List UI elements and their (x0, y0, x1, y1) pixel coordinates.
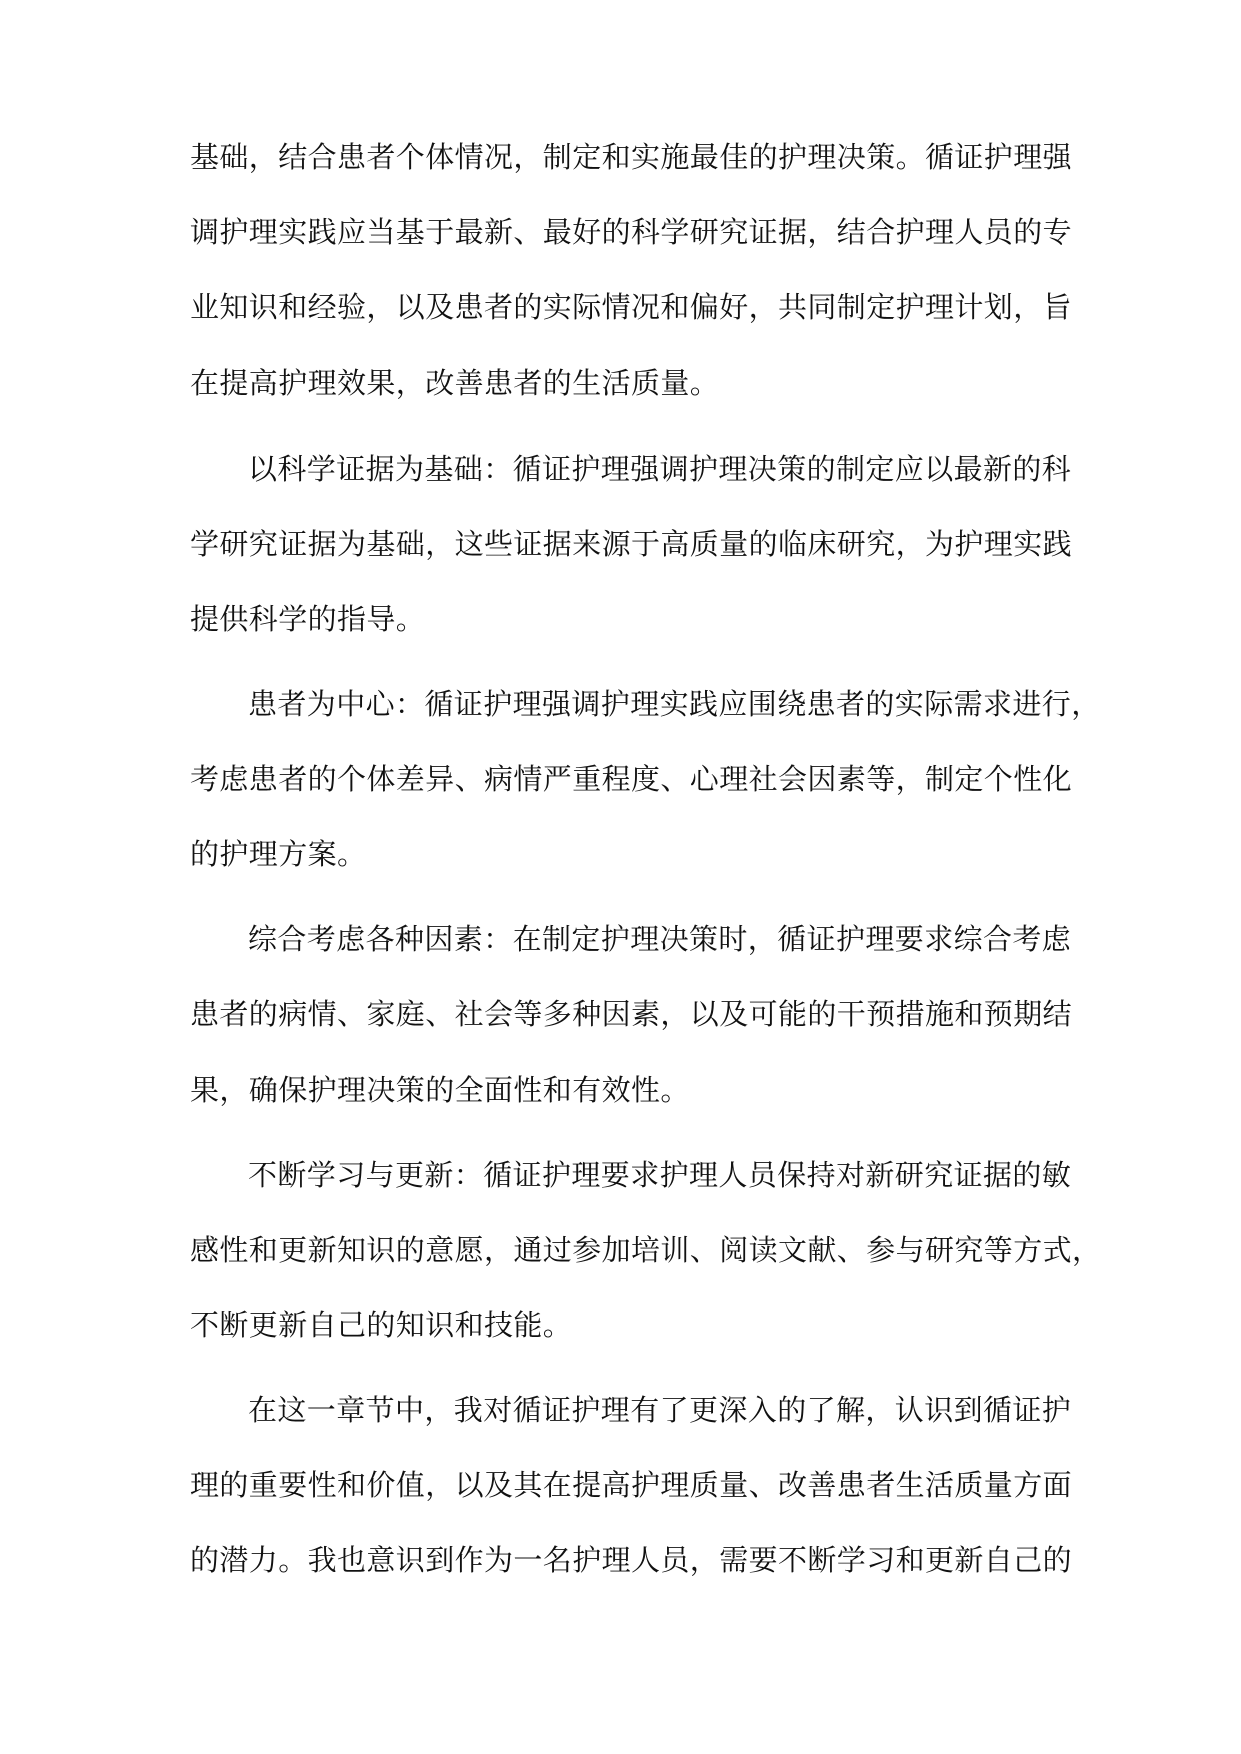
paragraph-line: 不断更新自己的知识和技能。 (190, 1308, 573, 1342)
paragraph-line: 基础，结合患者个体情况，制定和实施最佳的护理决策。循证护理强 (190, 140, 1073, 174)
paragraph-line: 提供科学的指导。 (190, 602, 426, 636)
paragraph-line: 理的重要性和价值，以及其在提高护理质量、改善患者生活质量方面 (190, 1468, 1073, 1502)
paragraph-line: 感性和更新知识的意愿，通过参加培训、阅读文献、参与研究等方式， (190, 1233, 1102, 1267)
paragraph-line: 患者的病情、家庭、社会等多种因素，以及可能的干预措施和预期结 (190, 997, 1073, 1031)
paragraph-line: 在这一章节中，我对循证护理有了更深入的了解，认识到循证护 (248, 1393, 1072, 1427)
paragraph-line: 的护理方案。 (190, 837, 367, 871)
paragraph-line: 综合考虑各种因素：在制定护理决策时，循证护理要求综合考虑 (248, 922, 1072, 956)
paragraph-line: 调护理实践应当基于最新、最好的科学研究证据，结合护理人员的专 (190, 215, 1073, 249)
paragraph-line: 在提高护理效果，改善患者的生活质量。 (190, 366, 720, 400)
paragraph-line: 考虑患者的个体差异、病情严重程度、心理社会因素等，制定个性化 (190, 762, 1073, 796)
paragraph-line: 不断学习与更新：循证护理要求护理人员保持对新研究证据的敏 (248, 1158, 1072, 1192)
paragraph-line: 学研究证据为基础，这些证据来源于高质量的临床研究，为护理实践 (190, 527, 1073, 561)
paragraph-line: 业知识和经验，以及患者的实际情况和偏好，共同制定护理计划，旨 (190, 290, 1073, 324)
paragraph-line: 患者为中心：循证护理强调护理实践应围绕患者的实际需求进行， (248, 687, 1101, 721)
paragraph-line: 果，确保护理决策的全面性和有效性。 (190, 1073, 690, 1107)
paragraph-line: 的潜力。我也意识到作为一名护理人员，需要不断学习和更新自己的 (190, 1543, 1073, 1577)
paragraph-line: 以科学证据为基础：循证护理强调护理决策的制定应以最新的科 (248, 452, 1072, 486)
